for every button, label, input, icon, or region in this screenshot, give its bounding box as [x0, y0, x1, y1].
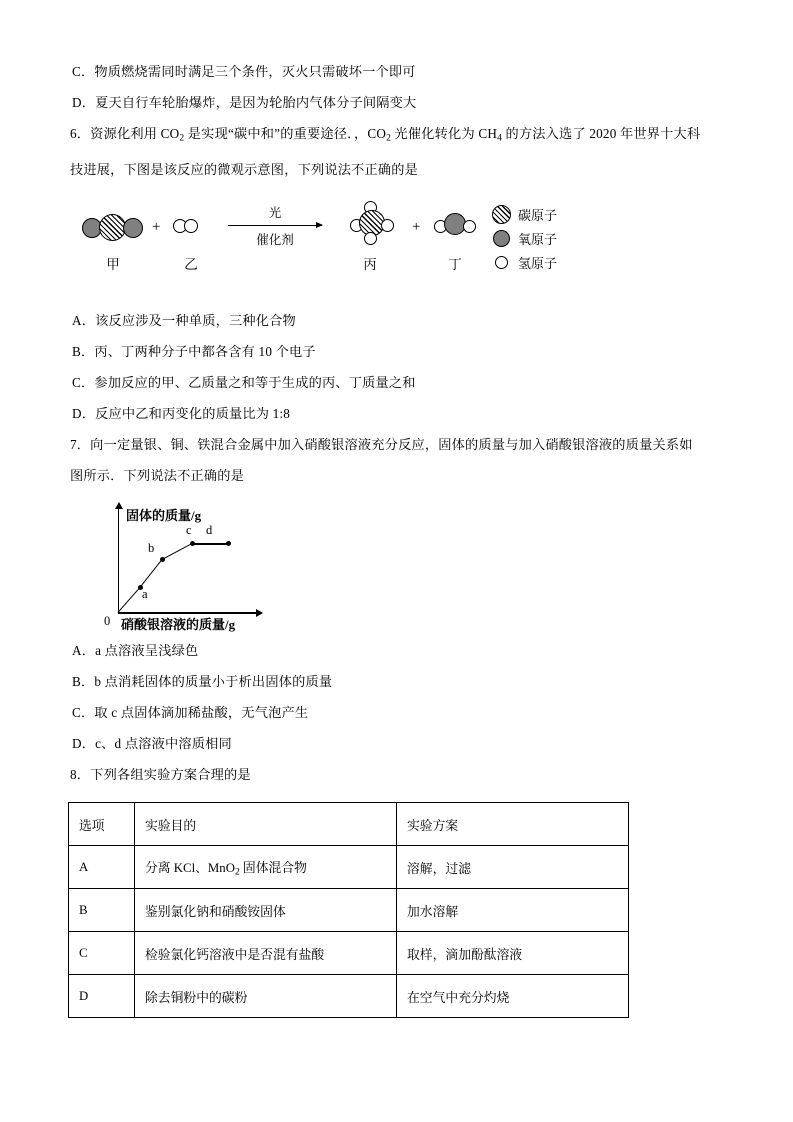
table-cell-purpose: 除去铜粉中的碳粉	[135, 975, 397, 1018]
molecule-bing	[350, 201, 406, 253]
experiment-scheme-table	[68, 802, 629, 1018]
molecule-ding	[434, 209, 484, 243]
figure-co2-reaction-diagram	[68, 193, 728, 301]
molecule-label-yi: 乙	[184, 257, 198, 273]
chart-point-label-a: a	[142, 587, 148, 602]
table-cell-scheme: 溶解，过滤	[397, 846, 629, 889]
option-line: D．夏天自行车轮胎爆炸，是因为轮胎内气体分子间隔变大	[72, 95, 417, 110]
table-header-cell: 选项	[69, 803, 135, 846]
table-cell-scheme: 在空气中充分灼烧	[397, 975, 629, 1018]
hydrogen-atom-icon	[495, 256, 508, 269]
table-cell-purpose: 分离 KCl、MnO$_2$ 固体混合物	[135, 846, 397, 889]
question-7-option-c: C．取 c 点固体滴加稀盐酸，无气泡产生	[72, 705, 309, 721]
table-header-cell: 实验目的	[135, 803, 397, 846]
table-row	[69, 975, 629, 1018]
oxygen-atom-icon	[493, 230, 510, 247]
arrow-label-below: 催化剂	[256, 233, 294, 248]
table-cell-purpose: 鉴别氯化钠和硝酸铵固体	[135, 889, 397, 932]
page-content	[68, 56, 728, 1018]
table-cell-purpose: 检验氯化钙溶液中是否混有盐酸	[135, 932, 397, 975]
molecule-label-jia: 甲	[106, 257, 120, 273]
question-6-stem-line-1: 6．资源化利用 $CO_2$ 是实现“碳中和”的重要途径．，$CO_2$ 光催化转化为 $CH_4$ 的方法入选了 2020 年世界十大科	[70, 126, 701, 144]
x-axis-label: 硝酸银溶液的质量/g	[121, 617, 236, 633]
molecule-yi	[173, 213, 219, 243]
hydrogen-atom-icon	[184, 219, 198, 233]
question-6-stem-line-2: 技进展，下图是该反应的微观示意图，下列说法不正确的是	[70, 162, 419, 178]
y-axis-label: 固体的质量/g	[126, 508, 202, 524]
plus-sign-1: +	[152, 219, 161, 236]
chart-point-b	[160, 557, 165, 562]
molecule-jia	[82, 211, 162, 245]
carbon-atom-icon	[99, 214, 126, 241]
chart-segment-ab	[139, 560, 162, 589]
origin-label: 0	[104, 614, 111, 629]
question-7-stem-line-1: 7．向一定量银、铜、铁混合金属中加入硝酸银溶液充分反应，固体的质量与加入硝酸银溶液的质量关系如	[70, 437, 693, 453]
chart-segment-oa	[117, 588, 140, 614]
question-6-option-d: D．反应中乙和丙变化的质量比为 1:8	[72, 406, 291, 422]
hydrogen-atom-icon	[463, 220, 476, 233]
question-7-option-b: B．b 点消耗固体的质量小于析出固体的质量	[72, 674, 333, 690]
y-axis-arrow-icon	[115, 502, 123, 509]
figure-solid-mass-graph	[68, 501, 728, 633]
table-row	[69, 846, 629, 889]
table-cell-scheme: 取样，滴加酚酞溶液	[397, 932, 629, 975]
chart-point-label-d: d	[206, 523, 213, 538]
table-header-cell: 实验方案	[397, 803, 629, 846]
option-line: C．物质燃烧需同时满足三个条件，灭火只需破坏一个即可	[72, 64, 416, 79]
legend-label-oxygen: 氧原子	[518, 232, 558, 248]
question-7-stem-line-2: 图所示．下列说法不正确的是	[70, 468, 245, 484]
table-cell-scheme: 加水溶解	[397, 889, 629, 932]
carbon-atom-icon	[492, 205, 511, 224]
table-row	[69, 889, 629, 932]
x-axis-arrow-icon	[256, 609, 263, 617]
chart-point-d	[226, 541, 231, 546]
molecule-label-bing: 丙	[363, 257, 377, 273]
table-cell-option: C	[69, 932, 135, 975]
chart-point-c	[190, 541, 195, 546]
question-6-option-c: C．参加反应的甲、乙质量之和等于生成的丙、丁质量之和	[72, 375, 416, 391]
plus-sign-2: +	[412, 219, 421, 236]
table-header-row	[69, 803, 629, 846]
table-cell-option: B	[69, 889, 135, 932]
table-cell-option: A	[69, 846, 135, 889]
chart-segment-bc	[162, 543, 193, 560]
question-8-stem: 8．下列各组实验方案合理的是	[70, 767, 251, 783]
table-cell-option: D	[69, 975, 135, 1018]
hydrogen-atom-icon	[381, 219, 394, 232]
oxygen-atom-icon	[123, 218, 143, 238]
chart-point-label-c: c	[186, 523, 192, 538]
legend-label-carbon: 碳原子	[518, 208, 558, 224]
question-6-option-b: B．丙、丁两种分子中都各含有 10 个电子	[72, 344, 316, 360]
chart-segment-cd	[192, 543, 228, 544]
question-7-option-a: A．a 点溶液呈浅绿色	[72, 643, 199, 659]
chart-point-label-b: b	[148, 541, 155, 556]
molecule-label-ding: 丁	[448, 257, 462, 273]
table-row	[69, 932, 629, 975]
arrow-label-above: 光	[268, 206, 282, 221]
legend-label-hydrogen: 氢原子	[518, 256, 558, 272]
question-7-option-d: D．c、d 点溶液中溶质相同	[72, 736, 232, 752]
hydrogen-atom-icon	[364, 232, 377, 245]
y-axis	[118, 509, 119, 613]
question-6-option-a: A．该反应涉及一种单质，三种化合物	[72, 313, 296, 329]
